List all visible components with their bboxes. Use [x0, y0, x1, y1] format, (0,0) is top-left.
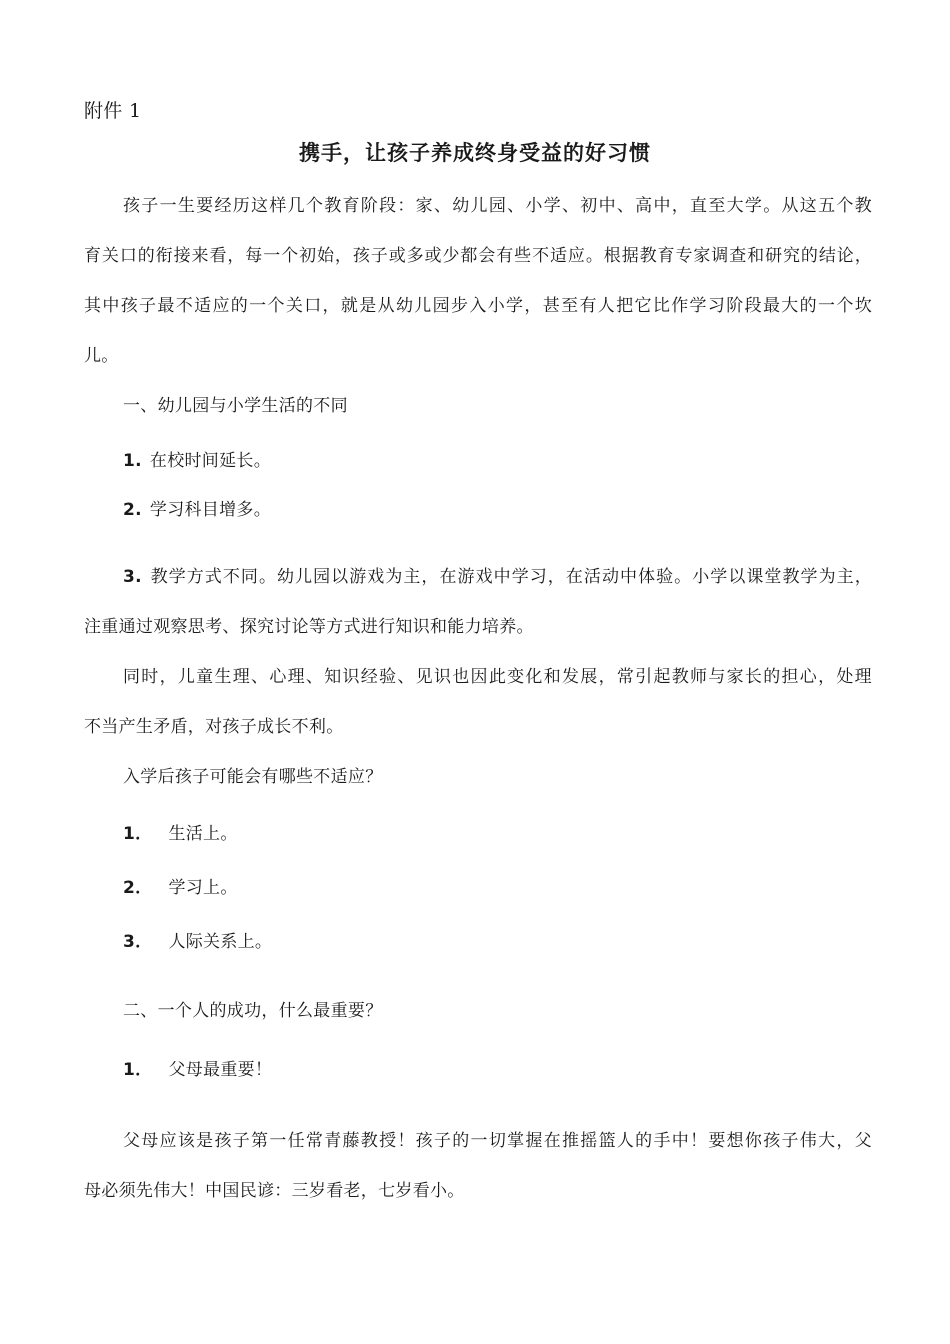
list-item-continuation: 注重通过观察思考、探究讨论等方式进行知识和能力培养。 — [84, 617, 534, 637]
list-item-number: 2. — [123, 500, 142, 520]
list-item — [123, 822, 238, 846]
list-item — [123, 565, 872, 589]
paragraph-line: 同时，儿童生理、心理、知识经验、见识也因此变化和发展，常引起教师与家长的担心，处理 — [123, 667, 872, 687]
list-item — [123, 498, 271, 522]
list-item-number: 1. — [123, 451, 142, 471]
list-item-text: 生活上。 — [168, 824, 238, 844]
paragraph-line: 父母应该是孩子第一任常青藤教授！孩子的一切掌握在推摇篮人的手中！要想你孩子伟大，父 — [123, 1131, 872, 1151]
document-title: 携手，让孩子养成终身受益的好习惯 — [299, 141, 651, 165]
list-item-text: 人际关系上。 — [168, 932, 273, 952]
list-item-number: 3． — [123, 932, 153, 952]
intro-line-1: 孩子一生要经历这样几个教育阶段：家、幼儿园、小学、初中、高中，直至大学。从这五个教 — [123, 196, 872, 216]
list-item-text: 教学方式不同。幼儿园以游戏为主，在游戏中学习，在活动中体验。小学以课堂教学为主， — [149, 567, 872, 587]
list-item — [123, 930, 272, 954]
list-item — [123, 449, 271, 473]
list-item-text: 学习科目增多。 — [149, 500, 271, 520]
list-item-text: 父母最重要！ — [168, 1060, 273, 1080]
intro-line-4: 儿。 — [84, 346, 119, 366]
list-item-number: 1． — [123, 824, 153, 844]
question-text: 入学后孩子可能会有哪些不适应？ — [123, 767, 383, 787]
list-item-number: 1． — [123, 1060, 153, 1080]
list-item — [123, 1058, 272, 1082]
intro-line-2: 育关口的衔接来看，每一个初始，孩子或多或少都会有些不适应。根据教育专家调查和研究的结论， — [84, 246, 872, 266]
list-item — [123, 876, 238, 900]
list-item-text: 学习上。 — [168, 878, 238, 898]
list-item-text: 在校时间延长。 — [149, 451, 271, 471]
paragraph-line: 母必须先伟大！中国民谚：三岁看老，七岁看小。 — [84, 1181, 465, 1201]
paragraph-line: 不当产生矛盾，对孩子成长不利。 — [84, 717, 344, 737]
section1-heading: 一、幼儿园与小学生活的不同 — [123, 396, 348, 416]
section2-heading: 二、一个人的成功，什么最重要？ — [123, 1001, 383, 1021]
intro-line-3: 其中孩子最不适应的一个关口，就是从幼儿园步入小学，甚至有人把它比作学习阶段最大的一个坎 — [84, 296, 872, 316]
attachment-label: 附件 1 — [84, 100, 142, 122]
list-item-number: 3. — [123, 567, 142, 587]
list-item-number: 2． — [123, 878, 153, 898]
